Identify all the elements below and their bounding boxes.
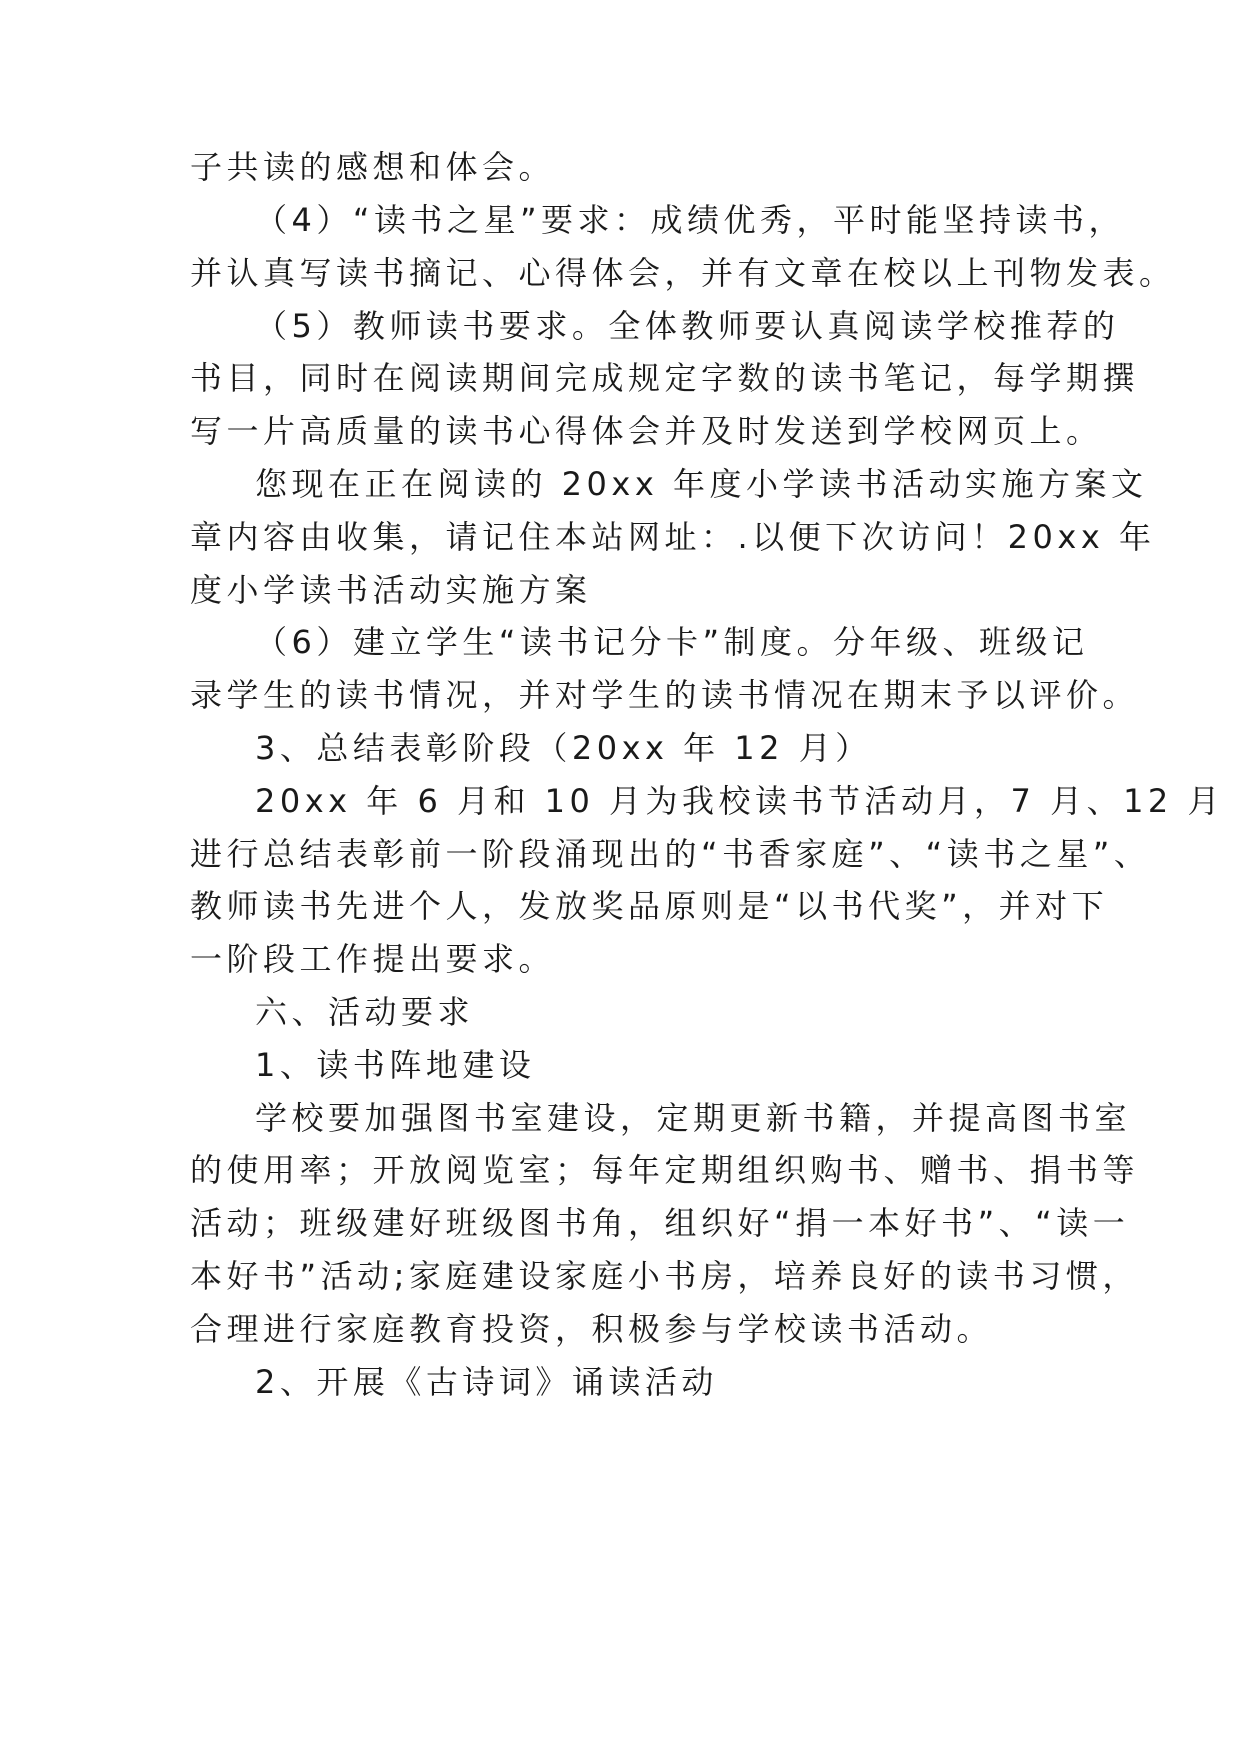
text-line: 一阶段工作提出要求。 xyxy=(190,940,556,978)
text-line: 写一片高质量的读书心得体会并及时发送到学校网页上。 xyxy=(190,412,1103,450)
text-line: （4）“读书之星”要求：成绩优秀，平时能坚持读书， xyxy=(255,201,1126,239)
text-line: 活动；班级建好班级图书角，组织好“捐一本好书”、“读一 xyxy=(190,1204,1130,1242)
text-line: 学校要加强图书室建设，定期更新书籍，并提高图书室 xyxy=(255,1099,1132,1137)
text-line: 20xx 年 6 月和 10 月为我校读书节活动月，7 月、12 月 xyxy=(255,782,1224,820)
text-line: 子共读的感想和体会。 xyxy=(190,148,556,186)
section-heading: 六、活动要求 xyxy=(255,993,475,1031)
text-line: 录学生的读书情况，并对学生的读书情况在期末予以评价。 xyxy=(190,676,1140,714)
text-line: 合理进行家庭教育投资，积极参与学校读书活动。 xyxy=(190,1310,994,1348)
text-line: 教师读书先进个人，发放奖品原则是“以书代奖”，并对下 xyxy=(190,887,1109,925)
text-line: 本好书”活动;家庭建设家庭小书房，培养良好的读书习惯， xyxy=(190,1257,1139,1295)
text-line: 并认真写读书摘记、心得体会，并有文章在校以上刊物发表。 xyxy=(190,254,1176,292)
text-line: 章内容由收集，请记住本站网址：.以便下次访问！20xx 年 xyxy=(190,518,1156,556)
text-line: 的使用率；开放阅览室；每年定期组织购书、赠书、捐书等 xyxy=(190,1151,1140,1189)
section-heading: 3、总结表彰阶段（20xx 年 12 月） xyxy=(255,729,872,767)
text-line: 度小学读书活动实施方案 xyxy=(190,571,592,609)
section-heading: 2、开展《古诗词》诵读活动 xyxy=(255,1363,718,1401)
text-line: 书目，同时在阅读期间完成规定字数的读书笔记，每学期撰 xyxy=(190,359,1140,397)
text-line: 您现在正在阅读的 20xx 年度小学读书活动实施方案文 xyxy=(255,465,1148,503)
text-line: 进行总结表彰前一阶段涌现出的“书香家庭”、“读书之星”、 xyxy=(190,835,1151,873)
text-line: （5）教师读书要求。全体教师要认真阅读学校推荐的 xyxy=(255,307,1120,345)
text-line: （6）建立学生“读书记分卡”制度。分年级、班级记 xyxy=(255,623,1089,661)
section-heading: 1、读书阵地建设 xyxy=(255,1046,536,1084)
